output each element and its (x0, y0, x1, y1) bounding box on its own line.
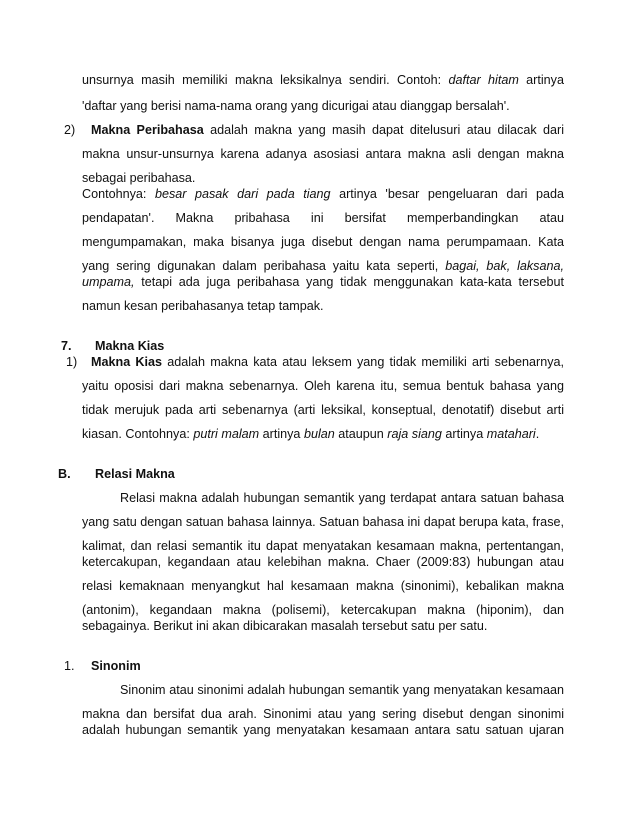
list-number: 2) (64, 123, 76, 137)
body-line: sebagainya. Berikut ini akan dibicarakan masalah tersebut satu per satu. (82, 619, 488, 633)
example-term: bulan (303, 427, 335, 441)
example-term: daftar hitam (448, 73, 519, 87)
term-heading: Makna Kias (91, 355, 162, 369)
body-line: tidak merujuk pada arti sebenarnya (arti leksikal, konseptual, denotatif) disebut arti (82, 403, 564, 417)
body-line: mengumpamakan, maka bisanya juga disebut dengan nama perumpamaan. Kata (82, 235, 564, 249)
body-line: namun kesan peribahasanya tetap tampak. (82, 299, 324, 313)
example-term: bagai, bak, laksana, (445, 259, 564, 273)
body-line: unsurnya masih memiliki makna leksikalnya sendiri. Contoh: daftar hitam artinya (82, 73, 564, 87)
body-line: kalimat, dan relasi semantik itu dapat menyatakan kesamaan makna, pertentangan, (82, 539, 564, 553)
body-line: ketercakupan, kegandaan atau kelebihan makna. Chaer (2009:83) hubungan atau (82, 555, 564, 569)
example-term: putri malam (193, 427, 260, 441)
body-line: relasi kemaknaan menyangkut hal kesamaan makna (sinonimi), kebalikan makna (82, 579, 564, 593)
body-line: makna unsur-unsurnya karena adanya asosiasi antara makna asli dengan makna (82, 147, 564, 161)
list-number: 1) (66, 355, 78, 369)
body-line: (antonim), kegandaan makna (polisemi), ketercakupan makna (hiponim), dan (82, 603, 564, 617)
example-term: besar pasak dari pada tiang (154, 187, 331, 201)
body-line: Contohnya: besar pasak dari pada tiang artinya 'besar pengeluaran dari pada (82, 187, 564, 201)
body-line: yang satu dengan satuan bahasa lainnya. Satuan bahasa ini dapat berupa kata, frase, (82, 515, 564, 529)
body-line: umpama, tetapi ada juga peribahasa yang tidak menggunakan kata-kata tersebut (82, 275, 564, 289)
body-line: 'daftar yang berisi nama-nama orang yang dicurigai atau dianggap bersalah'. (82, 99, 510, 113)
section-title: Makna Kias (95, 339, 165, 353)
body-line: Makna Peribahasa adalah makna yang masih dapat ditelusuri atau dilacak dari (91, 123, 564, 137)
body-line: yaitu oposisi dari makna sebenarnya. Oleh karena itu, semua bentuk bahasa yang (82, 379, 564, 393)
body-line: pendapatan'. Makna pribahasa ini bersifat memperbandingkan atau (82, 211, 564, 225)
section-title: Sinonim (91, 659, 141, 673)
example-term: umpama, (82, 275, 135, 289)
section-letter: B. (58, 467, 71, 481)
body-line: yang sering digunakan dalam peribahasa yaitu kata seperti, bagai, bak, laksana, (82, 259, 564, 273)
term-heading: Makna Peribahasa (91, 123, 204, 137)
body-line: Makna Kias adalah makna kata atau leksem yang tidak memiliki arti sebenarnya, (91, 355, 564, 369)
example-term: raja siang (387, 427, 442, 441)
body-line: Sinonim atau sinonimi adalah hubungan semantik yang menyatakan kesamaan (120, 683, 564, 697)
body-line: sebagai peribahasa. (82, 171, 196, 185)
section-number: 1. (64, 659, 75, 673)
example-term: matahari (486, 427, 536, 441)
body-line: makna dan bersifat dua arah. Sinonimi atau yang sering disebut dengan sinonimi (82, 707, 564, 721)
body-line: kiasan. Contohnya: putri malam artinya bulan ataupun raja siang artinya matahari. (82, 427, 540, 441)
section-title: Relasi Makna (95, 467, 175, 481)
body-line: Relasi makna adalah hubungan semantik yang terdapat antara satuan bahasa (120, 491, 564, 505)
section-number: 7. (61, 339, 72, 353)
body-line: adalah hubungan semantik yang menyatakan kesamaan antara satu satuan ujaran (82, 723, 564, 737)
